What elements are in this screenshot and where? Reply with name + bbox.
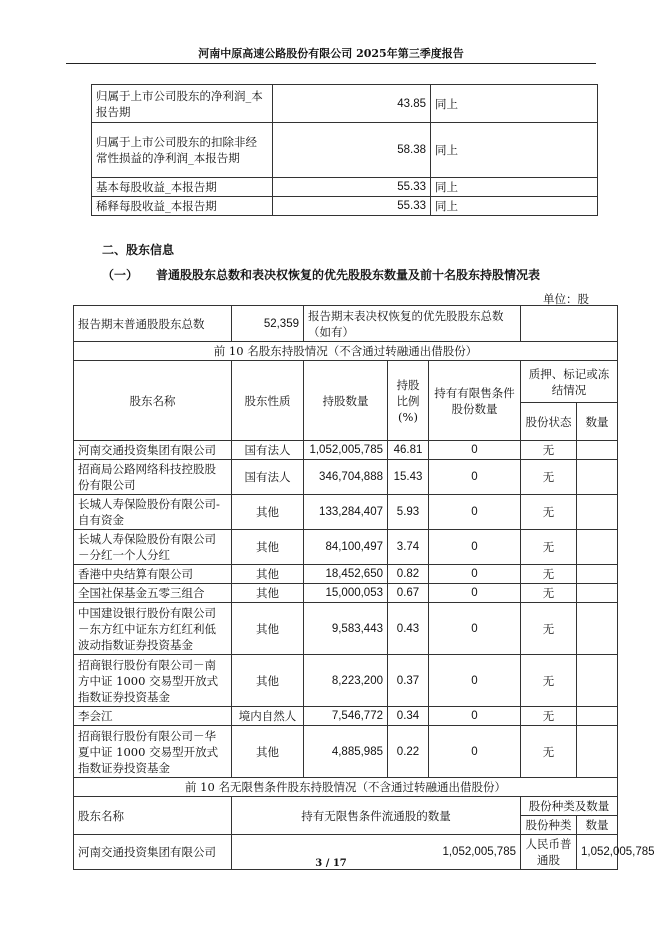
table-row — [74, 441, 618, 460]
holder-nature: 境内自然人 — [232, 707, 304, 726]
holder-name: 长城人寿保险股份有限公司－分红一个人分红 — [74, 530, 232, 565]
holder-nature: 其他 — [232, 726, 304, 778]
holder-pledge-qty — [577, 655, 618, 707]
table-row — [92, 123, 598, 178]
holder-pledge-qty — [577, 565, 618, 584]
table-row — [74, 778, 618, 797]
indicator-note: 同上 — [431, 197, 598, 216]
col-header-quantity: 持股数量 — [304, 361, 388, 441]
indicator-note: 同上 — [431, 178, 598, 197]
holder-restricted: 0 — [429, 655, 521, 707]
holder-restricted: 0 — [429, 495, 521, 530]
unrestricted-share-qty: 1,052,005,785 — [577, 835, 618, 870]
holder-nature: 其他 — [232, 495, 304, 530]
subsection-text: 普通股股东总数和表决权恢复的优先股股东数量及前十名股东持股情况表 — [156, 268, 541, 282]
holder-pledge-status: 无 — [521, 460, 577, 495]
holder-pledge-status: 无 — [521, 565, 577, 584]
col-header-unrestricted-qty: 持有无限售条件流通股的数量 — [232, 797, 521, 835]
holder-pledge-status: 无 — [521, 495, 577, 530]
table-row — [74, 565, 618, 584]
holder-qty: 7,546,772 — [304, 707, 388, 726]
holder-nature: 其他 — [232, 530, 304, 565]
table-row — [74, 584, 618, 603]
indicator-table — [91, 84, 598, 216]
holder-pledge-qty — [577, 441, 618, 460]
table-row — [74, 655, 618, 707]
holder-pledge-status: 无 — [521, 726, 577, 778]
holder-qty: 15,000,053 — [304, 584, 388, 603]
holder-restricted: 0 — [429, 441, 521, 460]
holder-name: 河南交通投资集团有限公司 — [74, 441, 232, 460]
holder-nature: 其他 — [232, 603, 304, 655]
holder-qty: 4,885,985 — [304, 726, 388, 778]
col-header-name: 股东名称 — [74, 361, 232, 441]
holder-restricted: 0 — [429, 707, 521, 726]
holder-pledge-status: 无 — [521, 530, 577, 565]
table-row — [92, 197, 598, 216]
holder-pledge-qty — [577, 726, 618, 778]
holder-ratio: 0.43 — [388, 603, 429, 655]
subsection-number: （一） — [102, 268, 139, 282]
holder-pledge-qty — [577, 530, 618, 565]
holder-name: 招商银行股份有限公司－南方中证 1000 交易型开放式指数证券投资基金 — [74, 655, 232, 707]
col-header-pledge-qty: 数量 — [577, 403, 618, 441]
unrestricted-caption: 前 10 名无限售条件股东持股情况（不含通过转融通出借股份） — [74, 778, 618, 797]
col-header-ratio: 持股比例(%) — [388, 361, 429, 441]
holder-nature: 国有法人 — [232, 441, 304, 460]
holder-pledge-status: 无 — [521, 584, 577, 603]
indicator-note: 同上 — [431, 85, 598, 123]
holder-ratio: 0.34 — [388, 707, 429, 726]
indicator-value: 58.38 — [273, 123, 431, 178]
holder-restricted: 0 — [429, 565, 521, 584]
holder-pledge-qty — [577, 460, 618, 495]
col-header-nature: 股东性质 — [232, 361, 304, 441]
unrestricted-holder-qty: 1,052,005,785 — [232, 835, 521, 870]
table-row — [74, 707, 618, 726]
section-title: 二、股东信息 — [102, 243, 175, 257]
table-row — [92, 85, 598, 123]
holder-name: 全国社保基金五零三组合 — [74, 584, 232, 603]
header-rule — [66, 63, 596, 64]
unit-label: 单位：股 — [543, 292, 589, 306]
total-shareholders-value: 52,359 — [232, 306, 304, 342]
holder-restricted: 0 — [429, 726, 521, 778]
col-header-unrestricted-name: 股东名称 — [74, 797, 232, 835]
holder-name: 招商银行股份有限公司－华夏中证 1000 交易型开放式指数证券投资基金 — [74, 726, 232, 778]
table-row — [74, 460, 618, 495]
holder-restricted: 0 — [429, 584, 521, 603]
table-row — [74, 603, 618, 655]
indicator-label: 归属于上市公司股东的扣除非经常性损益的净利润_本报告期 — [92, 123, 273, 178]
holder-ratio: 5.93 — [388, 495, 429, 530]
holder-name: 香港中央结算有限公司 — [74, 565, 232, 584]
holder-pledge-status: 无 — [521, 441, 577, 460]
holder-pledge-qty — [577, 495, 618, 530]
indicator-value: 55.33 — [273, 178, 431, 197]
holder-qty: 133,284,407 — [304, 495, 388, 530]
holder-ratio: 0.22 — [388, 726, 429, 778]
holder-restricted: 0 — [429, 603, 521, 655]
holder-pledge-qty — [577, 603, 618, 655]
table-header-row — [74, 797, 618, 816]
holder-ratio: 0.67 — [388, 584, 429, 603]
holder-restricted: 0 — [429, 530, 521, 565]
holder-qty: 18,452,650 — [304, 565, 388, 584]
table-header-row — [74, 361, 618, 403]
table-row — [74, 306, 618, 342]
indicator-label: 归属于上市公司股东的净利润_本报告期 — [92, 85, 273, 123]
holder-pledge-status: 无 — [521, 655, 577, 707]
holder-name: 中国建设银行股份有限公司－东方红中证东方红红利低波动指数证券投资基金 — [74, 603, 232, 655]
table-row — [74, 726, 618, 778]
table-row — [92, 178, 598, 197]
holder-pledge-qty — [577, 707, 618, 726]
holder-qty: 8,223,200 — [304, 655, 388, 707]
preferred-shareholders-value — [521, 306, 618, 342]
col-header-pledge-group: 质押、标记或冻结情况 — [521, 361, 618, 403]
indicator-value: 55.33 — [273, 197, 431, 216]
holder-name: 长城人寿保险股份有限公司-自有资金 — [74, 495, 232, 530]
holder-qty: 1,052,005,785 — [304, 441, 388, 460]
holder-pledge-qty — [577, 584, 618, 603]
holder-name: 李会江 — [74, 707, 232, 726]
col-header-restricted: 持有有限售条件股份数量 — [429, 361, 521, 441]
holder-restricted: 0 — [429, 460, 521, 495]
col-header-type-group: 股份种类及数量 — [521, 797, 618, 816]
holder-ratio: 0.82 — [388, 565, 429, 584]
holder-ratio: 46.81 — [388, 441, 429, 460]
report-header: 河南中原高速公路股份有限公司 2025年第三季度报告 — [198, 47, 464, 60]
holder-ratio: 15.43 — [388, 460, 429, 495]
subsection-title — [102, 266, 540, 283]
shareholder-table — [73, 305, 655, 870]
indicator-value: 43.85 — [273, 85, 431, 123]
holder-nature: 其他 — [232, 655, 304, 707]
indicator-label: 稀释每股收益_本报告期 — [92, 197, 273, 216]
holder-nature: 其他 — [232, 584, 304, 603]
table-row — [74, 530, 618, 565]
holder-ratio: 0.37 — [388, 655, 429, 707]
indicator-note: 同上 — [431, 123, 598, 178]
unrestricted-holder-name: 河南交通投资集团有限公司 — [74, 835, 232, 870]
holder-qty: 84,100,497 — [304, 530, 388, 565]
holder-qty: 346,704,888 — [304, 460, 388, 495]
preferred-shareholders-label: 报告期末表决权恢复的优先股股东总数（如有） — [304, 306, 521, 342]
table-row — [74, 495, 618, 530]
holder-qty: 9,583,443 — [304, 603, 388, 655]
top10-caption: 前 10 名股东持股情况（不含通过转融通出借股份） — [74, 342, 618, 361]
total-shareholders-label: 报告期末普通股股东总数 — [74, 306, 232, 342]
holder-nature: 国有法人 — [232, 460, 304, 495]
unrestricted-share-type: 人民币普通股 — [521, 835, 577, 870]
holder-pledge-status: 无 — [521, 603, 577, 655]
holder-name: 招商局公路网络科技控股股份有限公司 — [74, 460, 232, 495]
col-header-pledge-status: 股份状态 — [521, 403, 577, 441]
holder-ratio: 3.74 — [388, 530, 429, 565]
holder-pledge-status: 无 — [521, 707, 577, 726]
col-header-type: 股份种类 — [521, 816, 577, 835]
indicator-label: 基本每股收益_本报告期 — [92, 178, 273, 197]
holder-nature: 其他 — [232, 565, 304, 584]
col-header-type-qty: 数量 — [577, 816, 618, 835]
table-row — [74, 342, 618, 361]
page-number: 3 / 17 — [315, 858, 347, 869]
